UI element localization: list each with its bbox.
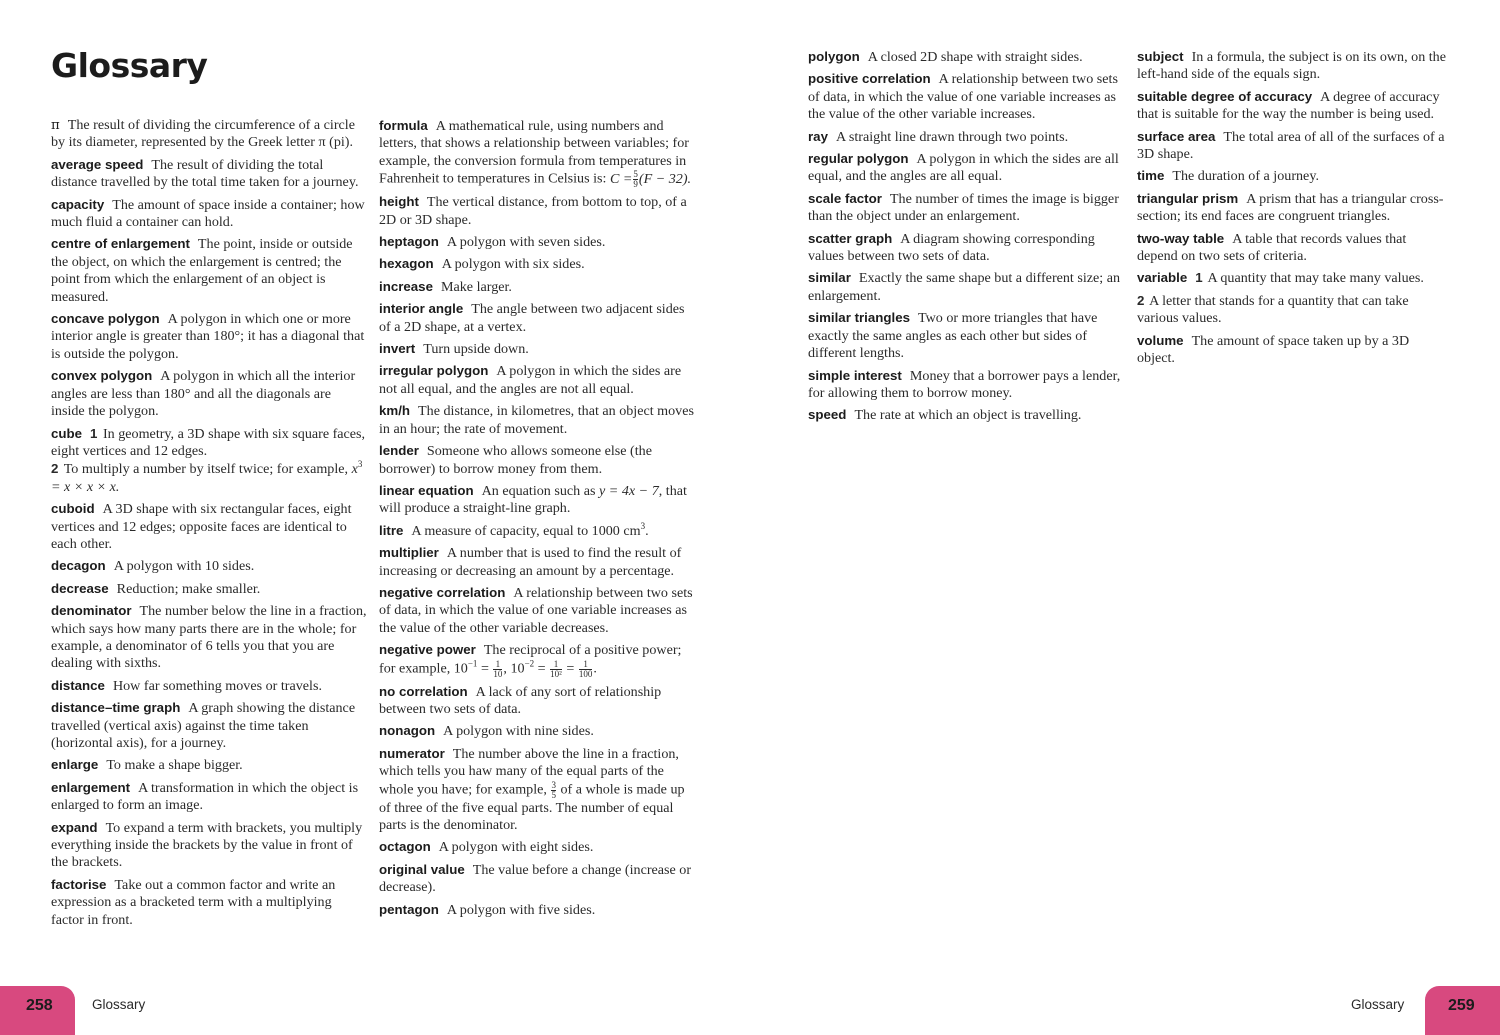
glossary-definition: To make a shape bigger.	[106, 757, 243, 774]
glossary-entry	[51, 756, 367, 774]
glossary-definition: The vertical distance, from bottom to top, of a 2D or 3D shape.	[379, 194, 687, 228]
glossary-term: simple interest	[808, 367, 902, 383]
glossary-entry	[379, 117, 695, 189]
glossary-entry	[1137, 332, 1447, 368]
glossary-definition: A polygon with five sides.	[446, 901, 596, 918]
glossary-term: surface area	[1137, 128, 1216, 144]
glossary-entry	[1137, 128, 1447, 164]
glossary-definition: The value before a change (increase or decrease).	[379, 861, 692, 896]
glossary-term: no correlation	[379, 683, 468, 699]
glossary-entry	[1137, 190, 1447, 226]
glossary-entry	[51, 677, 367, 695]
glossary-term: multiplier	[379, 545, 439, 561]
glossary-term: decrease	[51, 580, 109, 596]
glossary-definition: A mathematical rule, using numbers and letters, that shows a relationship between variables; for example, the conversion formula from temperatures in Fahrenheit to temperatures in Celsius is:	[379, 118, 689, 187]
glossary-entry	[1137, 269, 1447, 287]
fraction: $\frac{3}{5}$	[551, 779, 556, 800]
glossary-entry	[379, 683, 695, 719]
glossary-definition: A polygon with nine sides.	[443, 723, 594, 740]
glossary-definition: Take out a common factor and write an expression as a bracketed term with a multiplying factor in front.	[51, 876, 336, 928]
glossary-definition: A diagram showing corresponding values between two sets of data.	[808, 230, 1095, 265]
glossary-term: nonagon	[379, 723, 436, 739]
glossary-entry	[51, 876, 367, 929]
glossary-term: two-way table	[1137, 230, 1225, 246]
glossary-entry-sense	[51, 460, 367, 496]
punctuation: .	[645, 522, 649, 539]
glossary-entry	[808, 128, 1126, 146]
glossary-column-3	[808, 48, 1126, 429]
equals: =	[534, 660, 550, 677]
glossary-entry	[379, 641, 695, 678]
glossary-entry	[379, 522, 695, 540]
glossary-entry	[379, 402, 695, 438]
glossary-definition: A relationship between two sets of data, in which the value of one variable increases as the value of the other variable decreases.	[379, 584, 693, 636]
glossary-entry	[808, 190, 1126, 226]
glossary-entry	[379, 838, 695, 856]
glossary-entry	[379, 255, 695, 273]
glossary-term: average speed	[51, 156, 144, 172]
glossary-definition: A relationship between two sets of data, in which the value of one variable increases as the value of the other variable increases.	[808, 71, 1118, 123]
glossary-term: triangular prism	[1137, 190, 1239, 206]
glossary-definition: The amount of space taken up by a 3D object.	[1137, 332, 1410, 367]
math-expression: y = 4x − 7	[599, 482, 659, 499]
glossary-entry	[379, 362, 695, 398]
glossary-entry	[379, 482, 695, 518]
glossary-term: pentagon	[379, 901, 439, 917]
glossary-term: negative correlation	[379, 584, 506, 600]
glossary-definition: A polygon with six sides.	[441, 256, 585, 273]
glossary-term: enlarge	[51, 757, 99, 773]
glossary-entry	[51, 602, 367, 673]
glossary-term: subject	[1137, 49, 1184, 64]
glossary-definition: In a formula, the subject is on its own, on the left-hand side of the equals sign.	[1137, 49, 1446, 83]
glossary-entry	[808, 406, 1126, 424]
glossary-entry	[808, 150, 1126, 186]
glossary-term: centre of enlargement	[51, 236, 190, 252]
glossary-term: time	[1137, 168, 1165, 184]
glossary-entry	[379, 278, 695, 296]
glossary-term: scatter graph	[808, 230, 893, 246]
glossary-term: decagon	[51, 558, 106, 574]
glossary-entry	[51, 500, 367, 553]
glossary-definition: The total area of all of the surfaces of a 3D shape.	[1137, 128, 1445, 163]
glossary-term: distance–time graph	[51, 700, 181, 716]
glossary-entry	[379, 722, 695, 740]
glossary-term: positive correlation	[808, 71, 931, 87]
glossary-entry	[379, 745, 695, 835]
glossary-definition: A letter that stands for a quantity that can take various values.	[1137, 292, 1409, 327]
glossary-definition-tail: of a whole is made up of three of the five equal parts. The number of equal parts is the denominator.	[379, 781, 685, 833]
glossary-term: ray	[808, 128, 828, 144]
glossary-term: negative power	[379, 642, 476, 658]
superscript: −2	[524, 658, 535, 669]
glossary-column-1	[51, 117, 367, 933]
glossary-definition: A degree of accuracy that is suitable for the way the number is being used.	[1137, 88, 1440, 123]
glossary-term: factorise	[51, 876, 107, 892]
glossary-definition: A polygon in which one or more interior angle is greater than 180°; it has a diagonal that is outside the polygon.	[51, 311, 365, 362]
glossary-term: scale factor	[808, 190, 882, 206]
glossary-entry	[808, 269, 1126, 305]
glossary-term: expand	[51, 819, 98, 835]
sense-number: 1	[90, 425, 98, 441]
glossary-definition: The number below the line in a fraction, which says how many parts there are in the whole; for example, a denominator of 6 tells you that you are dealing with sixths.	[51, 603, 367, 672]
page-number-left: 258	[0, 986, 75, 1035]
glossary-definition: The result of dividing the total distance travelled by the total time taken for a journey.	[51, 156, 359, 191]
glossary-term: variable	[1137, 270, 1188, 286]
glossary-entry	[1137, 230, 1447, 266]
glossary-term: increase	[379, 278, 433, 294]
fraction: $\frac{5}{9}$	[633, 169, 638, 190]
glossary-term: lender	[379, 443, 419, 459]
glossary-definition: A graph showing the distance travelled (vertical axis) against the time taken (horizontal axis), for a journey.	[51, 700, 356, 751]
glossary-definition: The point, inside or outside the object, on which the enlargement is centred; the point from which the enlargement of an object is measured.	[51, 236, 353, 305]
glossary-entry	[379, 442, 695, 478]
math-expression: $x^3 = x \times x \times x$.	[51, 459, 363, 495]
glossary-term: π	[51, 118, 60, 133]
glossary-term: volume	[1137, 332, 1184, 348]
glossary-definition: The duration of a journey.	[1172, 168, 1319, 185]
glossary-entry	[379, 861, 695, 897]
glossary-definition: A closed 2D shape with straight sides.	[867, 49, 1083, 65]
glossary-entry	[51, 235, 367, 306]
glossary-entry	[379, 901, 695, 919]
running-head-left: Glossary	[92, 997, 146, 1012]
glossary-definition: The result of dividing the circumference of a circle by its diameter, represented by the Greek letter π (pi).	[51, 117, 355, 151]
glossary-definition: A 3D shape with six rectangular faces, eight vertices and 12 edges; opposite faces are identical to each other.	[51, 501, 352, 552]
glossary-term: enlargement	[51, 779, 131, 795]
glossary-definition: Turn upside down.	[423, 341, 529, 358]
glossary-entry	[379, 300, 695, 336]
glossary-definition: Money that a borrower pays a lender, for allowing them to borrow money.	[808, 367, 1121, 401]
math-text: , 10	[503, 660, 525, 677]
glossary-entry	[51, 819, 367, 872]
glossary-term: original value	[379, 861, 465, 877]
glossary-entry	[1137, 88, 1447, 124]
glossary-definition: A quantity that may take many values.	[1207, 270, 1424, 287]
glossary-entry	[808, 230, 1126, 266]
glossary-entry-sense	[1137, 292, 1447, 328]
glossary-definition: A polygon with seven sides.	[446, 234, 606, 251]
glossary-term: capacity	[51, 196, 105, 212]
glossary-entry	[51, 580, 367, 598]
glossary-term: speed	[808, 407, 847, 423]
glossary-column-4	[1137, 48, 1447, 372]
page-number-right: 259	[1425, 986, 1500, 1035]
sense-number: 1	[1195, 270, 1203, 286]
glossary-definition: Make larger.	[440, 278, 512, 295]
glossary-definition: The amount of space inside a container; how much fluid a container can hold.	[51, 196, 365, 231]
glossary-entry	[379, 544, 695, 580]
equals: =	[477, 660, 493, 677]
glossary-term: invert	[379, 341, 416, 357]
glossary-term: suitable degree of accuracy	[1137, 88, 1313, 104]
glossary-definition: The angle between two adjacent sides of a 2D shape, at a vertex.	[379, 301, 685, 335]
page-title: Glossary	[51, 46, 208, 85]
glossary-definition: How far something moves or travels.	[112, 677, 322, 694]
glossary-term: cuboid	[51, 501, 95, 517]
glossary-definition: In geometry, a 3D shape with six square faces, eight vertices and 12 edges.	[51, 425, 366, 459]
glossary-entry	[808, 48, 1126, 66]
glossary-definition: A straight line drawn through two points.	[835, 128, 1069, 145]
glossary-term: distance	[51, 677, 105, 693]
glossary-term: cube	[51, 425, 83, 441]
punctuation: .	[593, 660, 597, 677]
glossary-definition: Someone who allows someone else (the borrower) to borrow money from them.	[379, 443, 652, 477]
fraction: $\frac{1}{\text{10²}}$	[550, 658, 562, 679]
glossary-term: numerator	[379, 745, 445, 761]
glossary-definition: A lack of any sort of relationship between two sets of data.	[379, 683, 662, 717]
glossary-entry	[808, 367, 1126, 403]
superscript: 3	[640, 520, 646, 531]
glossary-definition: The number of times the image is bigger than the object under an enlargement.	[808, 190, 1119, 225]
glossary-term: heptagon	[379, 234, 439, 250]
glossary-definition: A number that is used to find the result of increasing or decreasing an amount by a percentage.	[379, 545, 682, 579]
glossary-term: similar	[808, 270, 851, 286]
glossary-definition: The number above the line in a fraction, which tells you haw many of the equal parts of the whole you have; for example,	[379, 745, 679, 798]
glossary-definition: Reduction; make smaller.	[116, 580, 261, 597]
glossary-entry	[51, 779, 367, 815]
glossary-definition: Exactly the same shape but a different size; an enlargement.	[808, 270, 1121, 304]
glossary-term: regular polygon	[808, 151, 909, 167]
glossary-term: similar triangles	[808, 310, 910, 326]
glossary-term: convex polygon	[51, 368, 153, 384]
glossary-entry	[1137, 48, 1447, 84]
glossary-column-2	[379, 117, 695, 923]
glossary-definition: A polygon in which all the interior angles are less than 180° and all the diagonals are inside the polygon.	[51, 368, 356, 420]
glossary-term: hexagon	[379, 256, 434, 272]
glossary-definition: A polygon with 10 sides.	[113, 558, 255, 575]
glossary-term: litre	[379, 522, 404, 538]
fraction: $\frac{1}{10}$	[493, 658, 503, 679]
glossary-term: polygon	[808, 49, 860, 64]
glossary-definition: A table that records values that depend on two sets of criteria.	[1137, 230, 1407, 265]
superscript: −1	[467, 658, 478, 669]
sense-number: 2	[51, 461, 59, 477]
glossary-definition: The distance, in kilometres, that an object moves in an hour; the rate of movement.	[379, 403, 694, 437]
glossary-definition: An equation such as	[481, 482, 596, 499]
glossary-term: formula	[379, 118, 428, 133]
glossary-definition: To multiply a number by itself twice; for example,	[63, 461, 349, 478]
glossary-entry	[808, 309, 1126, 362]
glossary-definition: A measure of capacity, equal to 1000 cm	[411, 522, 641, 539]
glossary-entry	[51, 156, 367, 192]
glossary-definition: The reciprocal of a positive power; for example, 10	[379, 642, 682, 677]
glossary-definition: The rate at which an object is travelling.	[854, 407, 1082, 424]
fraction: $\frac{1}{100}$	[578, 658, 593, 679]
equals: =	[562, 660, 578, 677]
glossary-term: concave polygon	[51, 311, 160, 327]
glossary-entry	[379, 584, 695, 637]
glossary-definition: Two or more triangles that have exactly the same angles as each other but sides of different lengths.	[808, 310, 1098, 362]
glossary-entry	[1137, 167, 1447, 185]
glossary-entry	[51, 557, 367, 575]
glossary-term: interior angle	[379, 301, 464, 317]
glossary-definition: A transformation in which the object is enlarged to form an image.	[51, 779, 359, 814]
glossary-entry	[51, 699, 367, 752]
glossary-definition: A polygon in which the sides are all equal, and the angles are all equal.	[808, 151, 1119, 185]
glossary-term: irregular polygon	[379, 363, 489, 379]
glossary-entry	[51, 196, 367, 232]
math-expression: C = $\frac{5}{9}$ (F − 32).	[609, 169, 692, 190]
running-head-right: Glossary	[1351, 997, 1405, 1012]
glossary-entry	[51, 367, 367, 420]
glossary-entry	[51, 425, 367, 461]
glossary-definition: A prism that has a triangular cross-section; its end faces are congruent triangles.	[1137, 190, 1444, 225]
glossary-term: height	[379, 194, 419, 210]
glossary-term: linear equation	[379, 482, 474, 498]
glossary-term: km/h	[379, 403, 411, 419]
glossary-entry	[379, 340, 695, 358]
glossary-entry	[51, 310, 367, 363]
glossary-entry	[808, 70, 1126, 123]
glossary-entry-pi	[51, 117, 367, 152]
glossary-definition: To expand a term with brackets, you multiply everything inside the brackets by the value in front of the brackets.	[51, 819, 363, 871]
glossary-definition-tail: , that will produce a straight-line graph.	[379, 482, 687, 517]
glossary-definition: A polygon with eight sides.	[438, 839, 594, 856]
glossary-definition: A polygon in which the sides are not all equal, and the angles are not all equal.	[379, 363, 682, 397]
glossary-entry	[379, 193, 695, 229]
glossary-term: denominator	[51, 603, 132, 619]
sense-number: 2	[1137, 292, 1145, 308]
glossary-entry	[379, 233, 695, 251]
glossary-term: octagon	[379, 839, 431, 855]
